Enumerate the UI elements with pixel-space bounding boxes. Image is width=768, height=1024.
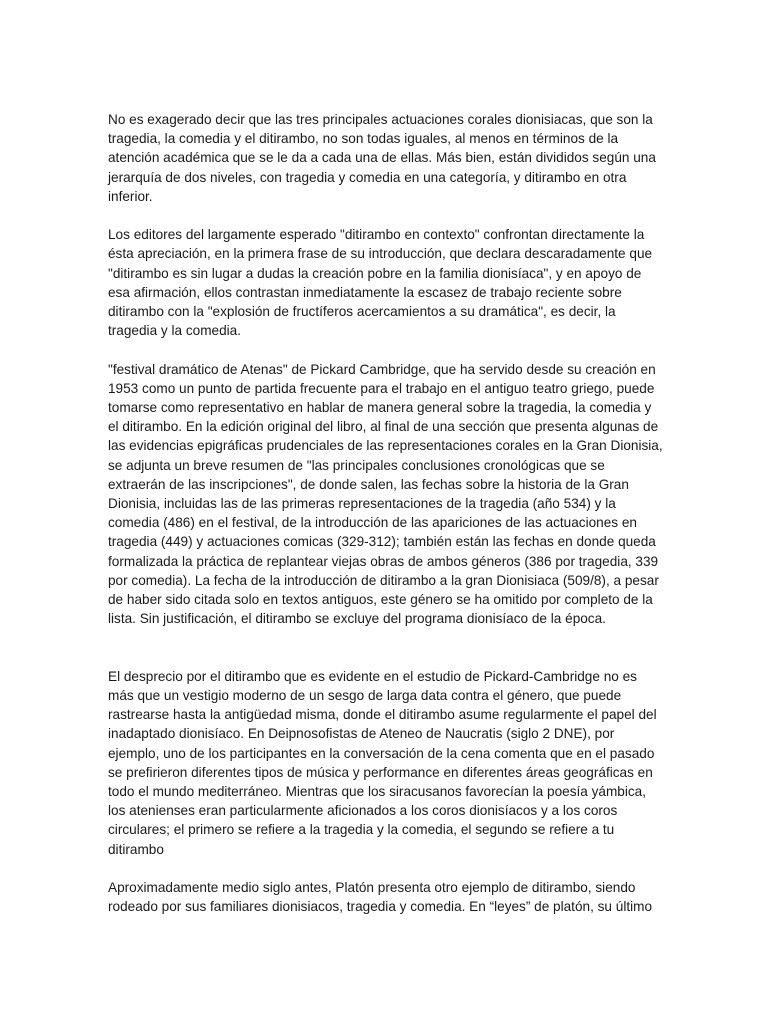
paragraph-4: El desprecio por el ditirambo que es evidente en el estudio de Pickard-Cambridge no es más que un vestigio moderno de un sesgo de larga data contra el género, que puede rastrearse hasta la antigüedad misma, donde el ditirambo asume regularmente el papel del inadaptado dionisíaco. En Deipnosofistas de Ateneo de Naucratis (siglo 2 DNE), por ejemplo, uno de los participantes en la conversación de la cena comenta que en el pasado se prefirieron diferentes tipos de música y performance en diferentes áreas geográficas en todo el mundo mediterráneo. Mientras que los siracusanos favorecían la poesía yámbica, los atenienses eran particularmente aficionados a los coros dionisíacos y a los coros circulares; el primero se refiere a la tragedia y la comedia, el segundo se refiere a tu ditirambo bbox=[108, 668, 657, 857]
document-body bbox=[108, 110, 664, 936]
paragraph-1: No es exagerado decir que las tres principales actuaciones corales dionisiacas, que son la tragedia, la comedia y el ditirambo, no son todas iguales, al menos en términos de la atención académica que se le da a cada una de ellas. Más bien, están divididos según una jerarquía de dos niveles, con tragedia y comedia en una categoría, y ditirambo en otra inferior. bbox=[108, 112, 656, 204]
paragraph-2: Los editores del largamente esperado "ditirambo en contexto" confrontan directamente la ésta apreciación, en la primera frase de su introducción, que declara descaradamente que "ditirambo es sin lugar a dudas la creación pobre en la familia dionisíaca", y en apoyo de esa afirmación, ellos contrastan inmediatamente la escasez de trabajo reciente sobre ditirambo con la "explosión de fructíferos acercamientos a su dramática", es decir, la tragedia y la comedia. bbox=[108, 227, 653, 339]
paragraph-3: "festival dramático de Atenas" de Pickard Cambridge, que ha servido desde su creación en 1953 como un punto de partida frecuente para el trabajo en el antiguo teatro griego, puede tomarse como representativo en hablar de manera general sobre la tragedia, la comedia y el ditirambo. En la edición original del libro, al final de una sección que presenta algunas de las evidencias epigráficas prudenciales de las representaciones corales en la Gran Dionisia, se adjunta un breve resumen de "las principales conclusiones cronológicas que se extraerán de las inscripciones", de donde salen, las fechas sobre la historia de la Gran Dionisia, incluidas las de las primeras representaciones de la tragedia (año 534) y la comedia (486) en el festival, de la introducción de las apariciones de las actuaciones en tragedia (449) y actuaciones comicas (329-312); también están las fechas en donde queda formalizada la práctica de replantear viejas obras de ambos géneros (386 por tragedia, 339 por comedia). La fecha de la introducción de ditirambo a la gran Dionisiaca (509/8), a pesar de haber sido citada solo en textos antiguos, este género se ha omitido por completo de la lista. Sin justificación, el ditirambo se excluye del programa dionisíaco de la época. bbox=[108, 361, 663, 627]
paragraph-5: Aproximadamente medio siglo antes, Platón presenta otro ejemplo de ditirambo, siendo rodeado por sus familiares dionisiacos, tragedia y comedia. En “leyes” de platón, su último bbox=[108, 880, 653, 915]
